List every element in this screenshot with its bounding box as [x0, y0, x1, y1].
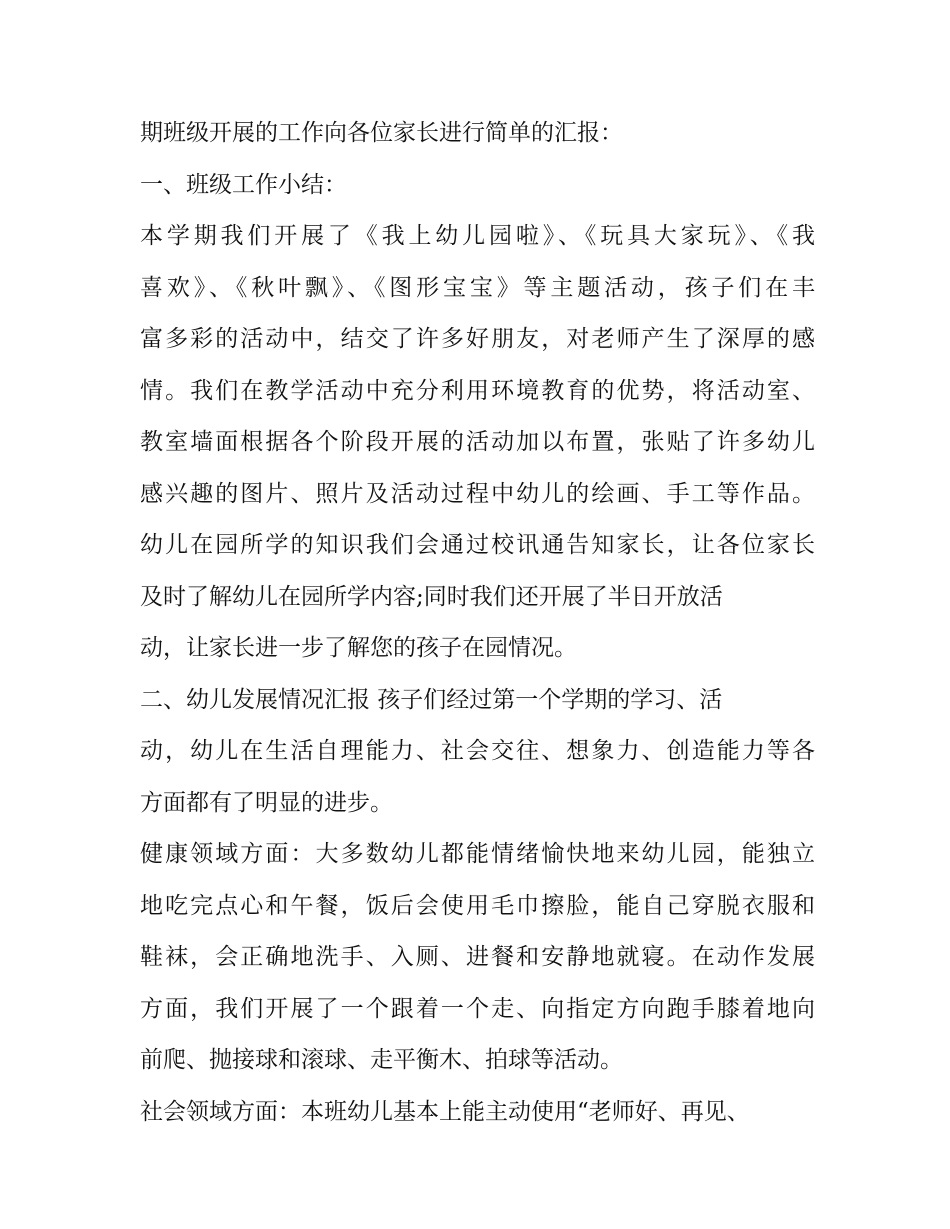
text-line: 前爬、抛接球和滚球、走平衡木、拍球等活动。: [140, 1047, 623, 1073]
document-body: [140, 108, 815, 1138]
text-line: 情。我们在教学活动中充分利用环境教育的优势，将活动室、: [140, 377, 815, 404]
text-line: 本学期我们开展了《我上幼儿园啦》、《玩具大家玩》、《我: [140, 223, 815, 249]
text-line: 动，让家长进一步了解您的孩子在园情况。: [140, 635, 577, 661]
text-line: 富多彩的活动中，结交了许多好朋友，对老师产生了深厚的感: [140, 326, 815, 352]
text-line: 感兴趣的图片、照片及活动过程中幼儿的绘画、手工等作品。: [140, 480, 815, 507]
text-line: 动，幼儿在生活自理能力、社会交往、想象力、创造能力等各: [140, 738, 815, 764]
text-line: 鞋袜，会正确地洗手、入厕、进餐和安静地就寝。在动作发展: [140, 944, 815, 970]
text-line: 健康领域方面：大多数幼儿都能情绪愉快地来幼儿园，能独立: [140, 841, 815, 867]
text-line: 方面都有了明显的进步。: [140, 789, 393, 816]
text-line: 喜欢》、《秋叶飘》、《图形宝宝》等主题活动，孩子们在丰: [140, 274, 815, 301]
text-line: 方面，我们开展了一个跟着一个走、向指定方向跑手膝着地向: [140, 995, 815, 1022]
text-line: 期班级开展的工作向各位家长进行简单的汇报：: [140, 120, 623, 146]
section-heading-child-development: 二、幼儿发展情况汇报 孩子们经过第一个学期的学习、活: [140, 686, 723, 713]
text-line: 教室墙面根据各个阶段开展的活动加以布置，张贴了许多幼儿: [140, 429, 815, 455]
section-heading-class-work-summary: 一、班级工作小结：: [140, 171, 347, 198]
text-line: 及时了解幼儿在园所学内容;同时我们还开展了半日开放活: [140, 583, 723, 610]
text-line: 社会领域方面：本班幼儿基本上能主动使用“老师好、再见、: [140, 1098, 750, 1125]
text-line: 幼儿在园所学的知识我们会通过校讯通告知家长，让各位家长: [140, 532, 815, 558]
text-line: 地吃完点心和午餐，饭后会使用毛巾擦脸，能自己穿脱衣服和: [140, 892, 815, 919]
